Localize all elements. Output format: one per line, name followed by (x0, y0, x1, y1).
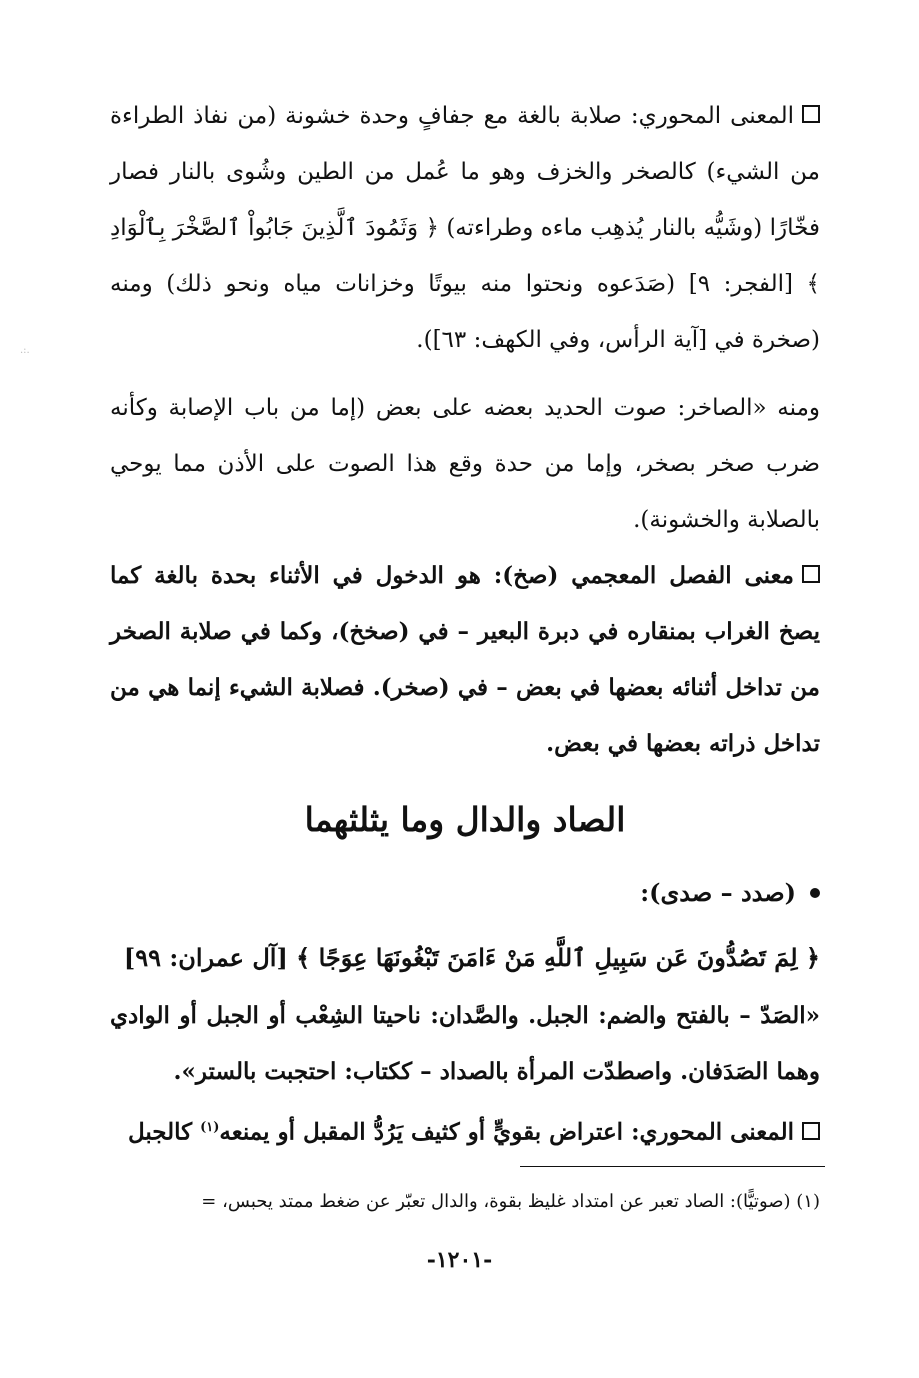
paragraph-group-sadd (110, 988, 820, 1161)
footnote-divider (520, 1166, 825, 1167)
square-bullet-icon (802, 565, 820, 583)
footnote-reference[interactable]: (١) (200, 1120, 220, 1135)
square-bullet-icon (802, 1122, 820, 1140)
section-heading: الصاد والدال وما يثلثهما (304, 800, 626, 839)
paragraph-sakhir (110, 380, 820, 548)
entry-title-text: (صدد – صدى): (640, 878, 796, 907)
paragraph-sadd-definition: «الصَدّ – بالفتح والضم: الجبل. والصَّدان: ناحيتا الشِعْب أو الجبل أو الوادي وهما الصَدَفان. واصطدّت المرأة بالصداد – ككتاب: احتجبت بالستر». (110, 1002, 820, 1085)
quran-verse: ﴿ لِمَ تَصُدُّونَ عَن سَبِيلِ ٱللَّهِ مَنْ ءَامَنَ تَبْغُونَهَا عِوَجًا ﴾ [آل عمران: ٩٩] (123, 943, 820, 972)
footnote: (١) (صوتيًّا): الصاد تعبر عن امتداد غليظ بقوة، والدال تعبّر عن ضغط ممتد يحبس، = (201, 1191, 820, 1212)
margin-mark: .:. (20, 345, 30, 356)
paragraph-core-meaning-sakhr (110, 88, 820, 368)
paragraph-text: المعنى المحوري: اعتراض بقويٍّ أو كثيف يَرُدُّ المقبل أو يمنعه (219, 1118, 794, 1146)
paragraph-core-meaning-sadd (110, 1100, 820, 1161)
entry-title (110, 868, 820, 918)
paragraph-lexical-chapter-meaning (110, 548, 820, 772)
bullet-icon (810, 888, 820, 898)
paragraph-text: المعنى المحوري: صلابة بالغة مع جفافٍ وحدة خشونة (من نفاذ الطراءة من الشيء) كالصخر والخزف وهو ما عُمل من الطين وشُوى بالنار فصار فخّارًا (وشَيُّه بالنار يُذهِب ماءه وطراءته) ﴿ وَثَمُودَ ٱلَّذِينَ جَابُواْ ٱلصَّخْرَ بِٱلْوَادِ ﴾ [الفجر: ٩] (صَدَعوه ونحتوا منه بيوتًا وخزانات مياه ونحو ذلك) ومنه (صخرة في [آية الرأس، وفي الكهف: ٦٣]). (110, 103, 821, 353)
paragraph-text: ومنه «الصاخر: صوت الحديد بعضه على بعض (إما من باب الإصابة وكأنه ضرب صخر بصخر، وإما من حدة وقع هذا الصوت على الأذن مما يوحي بالصلابة والخشونة). (110, 395, 820, 533)
paragraph-text-end: كالجبل (127, 1118, 201, 1146)
square-bullet-icon (802, 105, 820, 123)
page-number: -١٢٠١- (426, 1247, 493, 1273)
paragraph-text: معنى الفصل المعجمي (صخ): هو الدخول في الأثناء بحدة بالغة كما يصخ الغراب بمنقاره في دبرة البعير – في (صخخ)، وكما في صلابة الصخر من تداخل أثنائه بعضها في بعض – في (صخر). فصلابة الشيء إنما هي من تداخل ذراته بعضها في بعض. (110, 562, 820, 757)
